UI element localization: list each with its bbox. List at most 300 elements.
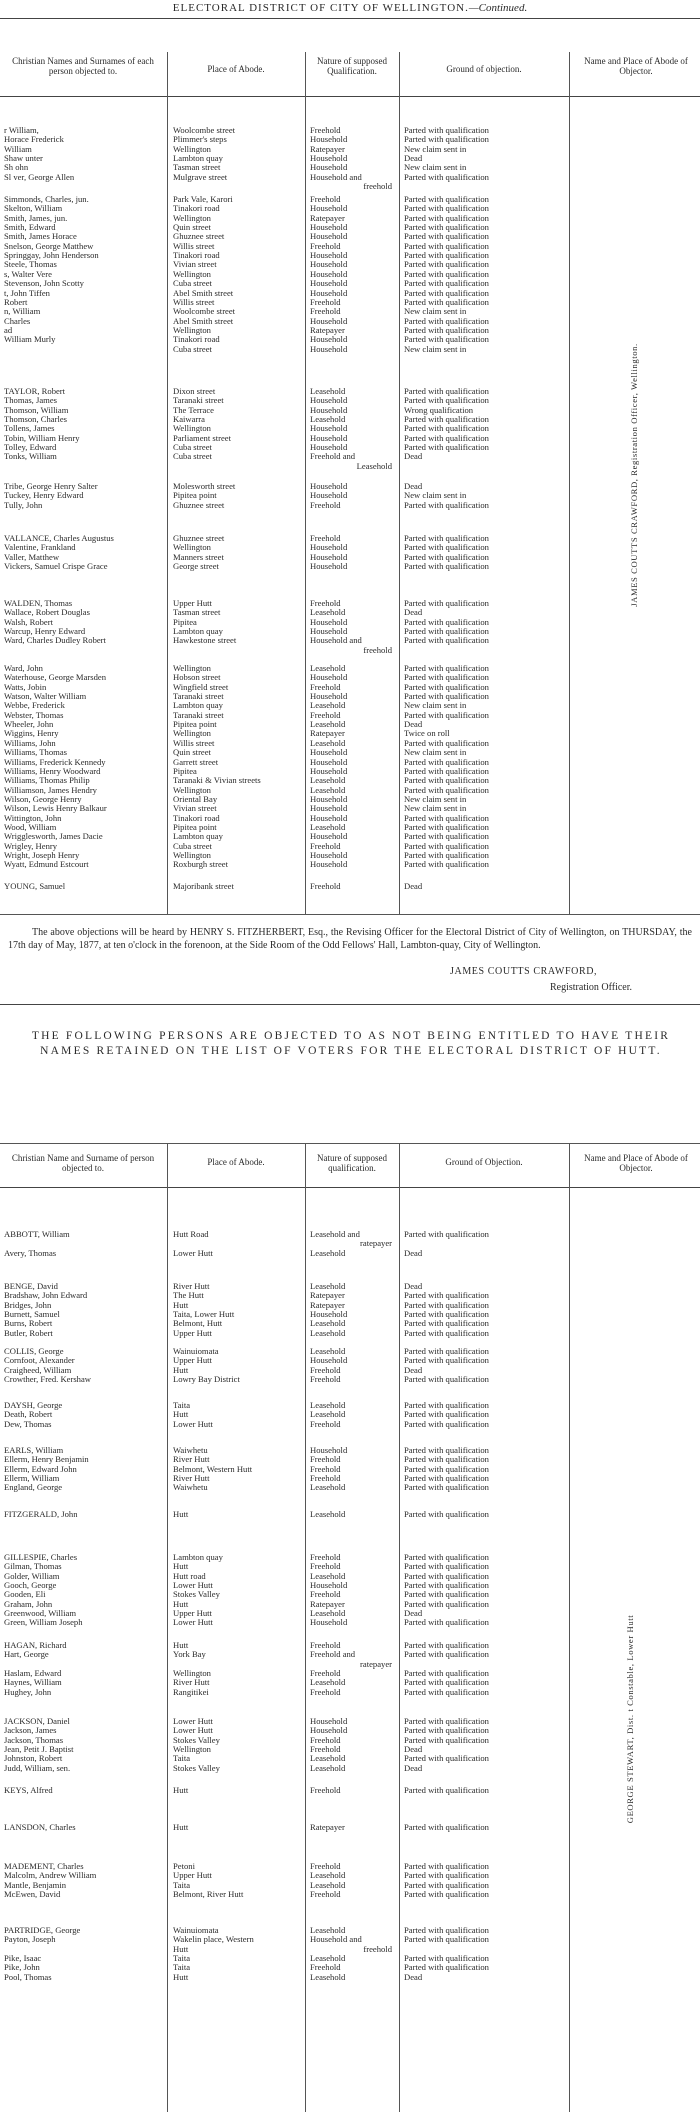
hutt-ground-column-cell: Parted with qualification	[404, 1410, 489, 1420]
wellington-ground-column-cell: New claim sent in	[404, 144, 467, 154]
hutt-ground-column-cell: Parted with qualification	[404, 1678, 489, 1688]
hutt-ground-column-cell: Parted with qualification	[404, 1823, 489, 1832]
hutt-name-column-cell: Bradshaw, John Edward	[4, 1291, 88, 1301]
col-divider	[569, 52, 570, 914]
wellington-name-column-cell: Vickers, Samuel Crispe Grace	[4, 562, 108, 572]
hutt-abode-column-cell: Lowry Bay District	[173, 1375, 240, 1385]
hutt-ground-column-cell: Parted with qualification	[404, 1310, 489, 1320]
wellington-qualification-column-cell: Ratepayer	[310, 213, 345, 223]
col-divider	[305, 52, 306, 914]
wellington-abode-column-cell: Willis street	[173, 738, 215, 748]
wellington-ground-column-cell: Parted with qualification	[404, 757, 489, 767]
hutt-name-column-cell: Jean, Petit J. Baptist	[4, 1745, 74, 1755]
wellington-name-column-cell: Wood, William	[4, 822, 57, 832]
hutt-qualification-column-cell: Ratepayer	[310, 1823, 345, 1832]
hutt-name-column-cell: Avery, Thomas	[4, 1248, 57, 1258]
wellington-name-column-cell: Steele, Thomas	[4, 260, 57, 270]
hutt-name-column-cell: DAYSH, George	[4, 1401, 63, 1410]
wellington-abode-column-cell: Wellington	[173, 325, 211, 335]
wellington-ground-column-cell: New claim sent in	[404, 344, 467, 354]
top-rule	[0, 18, 700, 19]
col-divider	[167, 1143, 168, 2112]
hutt-abode-column-cell: Lower Hutt	[173, 1726, 213, 1736]
wellington-ground-column-cell: Parted with qualification	[404, 776, 489, 786]
wellington-abode-column-cell: Cuba street	[173, 279, 212, 289]
wellington-ground-column-cell: New claim sent in	[404, 794, 467, 804]
wellington-qualification-column-cell: freehold	[363, 645, 392, 655]
wellington-qualification-column-cell: Household	[310, 163, 348, 173]
wellington-name-column-cell: Ward, Charles Dudley Robert	[4, 636, 106, 646]
wellington-qualification-column-cell: Leasehold	[310, 608, 346, 618]
wellington-qualification-column-cell: Freehold	[310, 882, 341, 891]
hutt-abode-column-cell: Wainuiomata	[173, 1926, 219, 1935]
hutt-name-column-cell: Pool, Thomas	[4, 1972, 52, 1982]
wellington-abode-column-cell: The Terrace	[173, 405, 214, 415]
hutt-name-column-cell: Haslam, Edward	[4, 1669, 62, 1679]
wellington-qualification-column-cell: Household	[310, 335, 348, 345]
wellington-ground-column-cell: Parted with qualification	[404, 223, 489, 233]
hutt-name-column-cell: COLLIS, George	[4, 1347, 64, 1356]
wellington-ground-column-cell: Parted with qualification	[404, 841, 489, 851]
hutt-abode-column-cell: Wainuiomata	[173, 1347, 219, 1356]
wellington-qualification-column-cell: Freehold	[310, 841, 341, 851]
wellington-qualification-column-cell: Household	[310, 260, 348, 270]
hutt-name-column-cell: ABBOTT, William	[4, 1230, 70, 1239]
hutt-heading: THE FOLLOWING PERSONS ARE OBJECTED TO AS NOT BEING ENTITLED TO HAVE THEIR NAMES RETAINED ON THE LIST OF VOTERS FOR THE ELECTORAL DISTRICT OF HUTT.	[31, 1030, 671, 1057]
wellington-ground-column-cell: Parted with qualification	[404, 279, 489, 289]
wellington-abode-column-cell: Roxburgh street	[173, 860, 228, 870]
wellington-name-column-cell: Sl ver, George Allen	[4, 172, 75, 182]
wellington-abode-column-cell: Wellington	[173, 729, 211, 739]
wellington-ground-column-cell: New claim sent in	[404, 491, 467, 501]
hutt-ground-column-cell: Parted with qualification	[404, 1464, 489, 1474]
wellington-ground-column-cell: Parted with qualification	[404, 213, 489, 223]
wellington-abode-column-cell: Lambton quay	[173, 832, 223, 842]
wellington-abode-column-cell: Park Vale, Karori	[173, 195, 233, 204]
wellington-abode-column-cell: Woolcombe street	[173, 307, 236, 317]
wellington-name-column-cell: VALLANCE, Charles Augustus	[4, 534, 114, 543]
hutt-qualification-column-cell: Leasehold	[310, 1510, 346, 1519]
wellington-objector: JAMES COUTTS CRAWFORD, Registration Officer, Wellington.	[629, 343, 639, 607]
hutt-name-column-cell: Green, William Joseph	[4, 1618, 83, 1628]
hutt-qualification-column-cell: Household	[310, 1618, 348, 1628]
wellington-qualification-column-cell: Household	[310, 804, 348, 814]
wellington-ground-column-cell: Parted with qualification	[404, 552, 489, 562]
wellington-ground-column-cell: Parted with qualification	[404, 617, 489, 627]
wellington-abode-column-cell: Cuba street	[173, 841, 212, 851]
hutt-name-column-cell: Cornfoot, Alexander	[4, 1356, 75, 1366]
wellington-ground-column-cell: Dead	[404, 154, 423, 164]
wellington-qualification-column-cell: Household	[310, 832, 348, 842]
wellington-abode-column-cell: Vivian street	[173, 260, 217, 270]
wellington-abode-column-cell: Wellington	[173, 424, 211, 434]
wellington-name-column-cell: Skelton, William	[4, 204, 63, 214]
hutt-qualification-column-cell: Leasehold	[310, 1282, 346, 1291]
hutt-name-column-cell: Golder, William	[4, 1571, 60, 1581]
hutt-qualification-column-cell: Household	[310, 1446, 348, 1455]
wellington-abode-column-cell: Pipitea	[173, 766, 197, 776]
wellington-abode-column-cell: Woolcombe street	[173, 126, 236, 135]
hutt-ground-column-cell: Parted with qualification	[404, 1356, 489, 1366]
hearing-notice: The above objections will be heard by HENRY S. FITZHERBERT, Esq., the Revising Officer for the Electoral District of City of Wellington, on THURSDAY, the 17th day of May, 1877, at ten o'clock in the forenoon, at the Side Room of the Odd Fellows' Hall, Lambton-quay, City of Wellington.	[8, 927, 692, 951]
wellington-name-column-cell: ad	[4, 325, 13, 335]
hutt-name-column-cell: Jackson, Thomas	[4, 1735, 64, 1745]
hutt-name-column-cell: Craigheed, William	[4, 1365, 72, 1375]
wellington-abode-column-cell: Manners street	[173, 552, 224, 562]
wellington-abode-column-cell: Wellington	[173, 213, 211, 223]
wellington-name-column-cell: r William,	[4, 126, 39, 135]
wellington-qualification-column-cell: Household	[310, 482, 348, 491]
hutt-objector: GEORGE STEWART, Dist. t Constable, Lower Hutt	[625, 1614, 635, 1824]
hutt-abode-column-cell: River Hutt	[173, 1282, 210, 1291]
hutt-name-column-cell: Ellerm, Henry Benjamin	[4, 1455, 89, 1465]
wellington-abode-column-cell: Wellington	[173, 543, 211, 553]
wellington-name-column-cell: Wyatt, Edmund Estcourt	[4, 860, 89, 870]
hutt-qualification-column-cell: Freehold	[310, 1590, 341, 1600]
hutt-abode-column-cell: Wakelin place, Western	[173, 1935, 254, 1945]
wellington-ground-column-cell: Parted with qualification	[404, 766, 489, 776]
wellington-qualification-column-cell: Freehold	[310, 126, 341, 135]
header-qualification: Nature of supposed Qualification.	[317, 56, 387, 76]
hutt-qualification-column-cell: Leasehold	[310, 1347, 346, 1356]
hutt-ground-column-cell: Parted with qualification	[404, 1669, 489, 1679]
hutt-ground-column-cell: Parted with qualification	[404, 1871, 489, 1881]
hutt-abode-column-cell: Hutt Road	[173, 1230, 209, 1239]
hutt-ground-column-cell: Parted with qualification	[404, 1319, 489, 1329]
hutt-ground-column-cell: Dead	[404, 1282, 423, 1291]
wellington-qualification-column-cell: Household	[310, 766, 348, 776]
wellington-qualification-column-cell: Freehold	[310, 297, 341, 307]
hutt-abode-column-cell: Upper Hutt	[173, 1871, 212, 1881]
wellington-abode-column-cell: Garrett street	[173, 757, 219, 767]
hutt-abode-column-cell: Taita	[173, 1754, 191, 1764]
hutt-abode-column-cell: Hutt	[173, 1562, 189, 1572]
hutt-table-header	[0, 1143, 700, 1188]
notice-signature: JAMES COUTTS CRAWFORD,	[450, 966, 598, 977]
hutt-ground-column-cell: Parted with qualification	[404, 1581, 489, 1591]
wellington-qualification-column-cell: Household	[310, 344, 348, 354]
hutt-abode-column-cell: Hutt	[173, 1823, 189, 1832]
hutt-abode-column-cell: Lower Hutt	[173, 1248, 213, 1258]
wellington-name-column-cell: YOUNG, Samuel	[4, 882, 66, 891]
hutt-ground-column-cell: Parted with qualification	[404, 1954, 489, 1964]
hutt-name-column-cell: PARTRIDGE, George	[4, 1926, 81, 1935]
hutt-name-column-cell: Ellerm, William	[4, 1474, 60, 1484]
hutt-name-column-cell: McEwen, David	[4, 1890, 61, 1900]
wellington-name-column-cell: Wallace, Robert Douglas	[4, 608, 90, 618]
wellington-qualification-column-cell: Household	[310, 223, 348, 233]
hutt-abode-column-cell: River Hutt	[173, 1678, 210, 1688]
wellington-ground-column-cell: Parted with qualification	[404, 627, 489, 637]
col-divider	[399, 1143, 400, 2112]
wellington-abode-column-cell: Oriental Bay	[173, 794, 218, 804]
wellington-qualification-column-cell: Household	[310, 135, 348, 145]
hutt-name-column-cell: Johnston, Robert	[4, 1754, 63, 1764]
hutt-name-column-cell: Hughey, John	[4, 1687, 52, 1697]
wellington-name-column-cell: Webbe, Frederick	[4, 701, 65, 711]
wellington-qualification-column-cell: Household	[310, 543, 348, 553]
hutt-qualification-column-cell: Leasehold	[310, 1571, 346, 1581]
hutt-ground-column-cell: Parted with qualification	[404, 1599, 489, 1609]
wellington-qualification-column-cell: Leasehold	[310, 387, 346, 396]
wellington-name-column-cell: t, John Tiffen	[4, 288, 50, 298]
hutt-name-column-cell: Pike, Isaac	[4, 1954, 42, 1964]
wellington-abode-column-cell: Abel Smith street	[173, 288, 234, 298]
hutt-ground-column-cell: Parted with qualification	[404, 1862, 489, 1871]
wellington-qualification-column-cell: Household	[310, 232, 348, 242]
hutt-ground-column-cell: Dead	[404, 1248, 423, 1258]
wellington-name-column-cell: Webster, Thomas	[4, 710, 64, 720]
col-divider	[305, 1143, 306, 2112]
wellington-ground-column-cell: Parted with qualification	[404, 297, 489, 307]
wellington-abode-column-cell: Molesworth street	[173, 482, 236, 491]
hutt-name-column-cell: Burns, Robert	[4, 1319, 53, 1329]
wellington-ground-column-cell: Parted with qualification	[404, 443, 489, 453]
hutt-abode-column-cell: Hutt	[173, 1300, 189, 1310]
wellington-qualification-column-cell: Household	[310, 617, 348, 627]
hutt-ground-column-cell: Dead	[404, 1763, 423, 1773]
hutt-name-column-cell: Death, Robert	[4, 1410, 53, 1420]
wellington-qualification-column-cell: Household	[310, 443, 348, 453]
wellington-name-column-cell: Williams, Thomas Philip	[4, 776, 90, 786]
wellington-ground-column-cell: Parted with qualification	[404, 664, 489, 673]
hutt-name-column-cell: Hart, George	[4, 1650, 49, 1660]
hutt-ground-column-cell: Parted with qualification	[404, 1300, 489, 1310]
hutt-abode-column-cell: Taita	[173, 1963, 191, 1973]
hutt-ground-column-cell: Parted with qualification	[404, 1735, 489, 1745]
col-divider	[569, 1143, 570, 2112]
hutt-abode-column-cell: Upper Hutt	[173, 1609, 212, 1619]
hutt-abode-column-cell: The Hutt	[173, 1291, 204, 1301]
wellington-name-column-cell: Walsh, Robert	[4, 617, 53, 627]
wellington-ground-column-cell: Parted with qualification	[404, 260, 489, 270]
wellington-name-column-cell: Wrigglesworth, James Dacie	[4, 832, 103, 842]
wellington-abode-column-cell: Tinakori road	[173, 813, 220, 823]
wellington-ground-column-cell: Parted with qualification	[404, 599, 489, 608]
wellington-ground-column-cell: Parted with qualification	[404, 335, 489, 345]
wellington-abode-column-cell: Kaiwarra	[173, 415, 205, 425]
hutt-ground-column-cell: Parted with qualification	[404, 1474, 489, 1484]
wellington-name-column-cell: Tobin, William Henry	[4, 433, 80, 443]
wellington-name-column-cell: Williams, Henry Woodward	[4, 766, 101, 776]
hutt-name-column-cell: HAGAN, Richard	[4, 1641, 67, 1650]
wellington-ground-column-cell: New claim sent in	[404, 163, 467, 173]
hutt-ground-column-cell: Dead	[404, 1365, 423, 1375]
hutt-qualification-column-cell: Leasehold	[310, 1763, 346, 1773]
hutt-abode-column-cell: Hutt	[173, 1786, 189, 1795]
wellington-ground-column-cell: Parted with qualification	[404, 710, 489, 720]
hutt-name-column-cell: Ellerm, Edward John	[4, 1464, 77, 1474]
hutt-qualification-column-cell: Leasehold	[310, 1410, 346, 1420]
wellington-name-column-cell: Williams, Frederick Kennedy	[4, 757, 106, 767]
hutt-abode-column-cell: Taita	[173, 1880, 191, 1890]
wellington-name-column-cell: Tolley, Edward	[4, 443, 57, 453]
hutt-qualification-column-cell: Leasehold	[310, 1248, 346, 1258]
wellington-abode-column-cell: Cuba street	[173, 452, 212, 462]
hutt-qualification-column-cell: freehold	[363, 1944, 392, 1954]
hutt-name-column-cell: EARLS, William	[4, 1446, 64, 1455]
wellington-abode-column-cell: Wellington	[173, 269, 211, 279]
notice-signature-title: Registration Officer.	[550, 982, 633, 993]
wellington-abode-column-cell: Tasman street	[173, 163, 221, 173]
hutt-ground-column-cell: Parted with qualification	[404, 1650, 489, 1660]
hutt-abode-column-cell: Taita, Lower Hutt	[173, 1310, 235, 1320]
wellington-name-column-cell: Wrigley, Henry	[4, 841, 58, 851]
wellington-ground-column-cell: Parted with qualification	[404, 204, 489, 214]
wellington-qualification-column-cell: Freehold	[310, 241, 341, 251]
hutt-ground-column-cell: Parted with qualification	[404, 1446, 489, 1455]
hutt-ground-column-cell: Parted with qualification	[404, 1935, 489, 1945]
wellington-abode-column-cell: Taranaki street	[173, 692, 224, 702]
hutt-name-column-cell: Judd, William, sen.	[4, 1763, 71, 1773]
wellington-name-column-cell: Wittington, John	[4, 813, 62, 823]
hutt-abode-column-cell: Belmont, Hutt	[173, 1319, 223, 1329]
wellington-name-column-cell: Wilson, George Henry	[4, 794, 82, 804]
wellington-qualification-column-cell: Freehold	[310, 500, 341, 510]
wellington-qualification-column-cell: Household and	[310, 636, 362, 646]
wellington-qualification-column-cell: freehold	[363, 182, 392, 192]
hutt-name-column-cell: BENGE, David	[4, 1282, 58, 1291]
hutt-qualification-column-cell: Freehold and	[310, 1650, 356, 1660]
wellington-name-column-cell: Snelson, George Matthew	[4, 241, 94, 251]
hutt-abode-column-cell: River Hutt	[173, 1455, 210, 1465]
hutt-name-column-cell: Graham, John	[4, 1599, 53, 1609]
wellington-abode-column-cell: Tinakori road	[173, 251, 220, 261]
wellington-abode-column-cell: Ghuznee street	[173, 500, 225, 510]
wellington-ground-column-cell: Parted with qualification	[404, 396, 489, 406]
wellington-qualification-column-cell: Household	[310, 204, 348, 214]
wellington-qualification-column-cell: Freehold	[310, 682, 341, 692]
wellington-ground-column-cell: New claim sent in	[404, 307, 467, 317]
wellington-qualification-column-cell: Household	[310, 288, 348, 298]
table-bottom-rule	[0, 914, 700, 915]
wellington-qualification-column-cell: Household	[310, 396, 348, 406]
wellington-name-column-cell: Tonks, William	[4, 452, 57, 462]
wellington-abode-column-cell: Mulgrave street	[173, 172, 228, 182]
wellington-name-column-cell: Williams, John	[4, 738, 56, 748]
wellington-ground-column-cell: Parted with qualification	[404, 785, 489, 795]
hutt-ground-column-cell: Parted with qualification	[404, 1641, 489, 1650]
hutt-abode-column-cell: Wellington	[173, 1745, 211, 1755]
col-divider	[167, 52, 168, 914]
wellington-abode-column-cell: Tinakori road	[173, 335, 220, 345]
hutt-abode-column-cell: Lower Hutt	[173, 1581, 213, 1591]
wellington-abode-column-cell: Taranaki street	[173, 710, 224, 720]
hutt-qualification-column-cell: Household	[310, 1726, 348, 1736]
wellington-name-column-cell: Shaw unter	[4, 154, 43, 164]
wellington-abode-column-cell: Dixon street	[173, 387, 216, 396]
wellington-ground-column-cell: Parted with qualification	[404, 851, 489, 860]
wellington-abode-column-cell: Cuba street	[173, 344, 212, 354]
hutt-abode-column-cell: Lower Hutt	[173, 1717, 213, 1726]
wellington-name-column-cell: Williamson, James Hendry	[4, 785, 97, 795]
hutt-name-column-cell: LANSDON, Charles	[4, 1823, 76, 1832]
hutt-qualification-column-cell: Leasehold	[310, 1319, 346, 1329]
wellington-abode-column-cell: George street	[173, 562, 219, 572]
hutt-abode-column-cell: Waiwhetu	[173, 1446, 208, 1455]
wellington-abode-column-cell: Wellington	[173, 785, 211, 795]
hutt-name-column-cell: Gilman, Thomas	[4, 1562, 62, 1572]
hutt-abode-column-cell: River Hutt	[173, 1474, 210, 1484]
wellington-qualification-column-cell: Household	[310, 279, 348, 289]
wellington-qualification-column-cell: Household	[310, 851, 348, 860]
hutt-qualification-column-cell: Freehold	[310, 1641, 341, 1650]
wellington-abode-column-cell: Pipitea point	[173, 822, 217, 832]
hutt-name-column-cell: Payton, Joseph	[4, 1935, 56, 1945]
hutt-qualification-column-cell: Household	[310, 1356, 348, 1366]
hutt-qualification-column-cell: Household	[310, 1581, 348, 1591]
hutt-abode-column-cell: Rangitikei	[173, 1687, 209, 1697]
hutt-ground-column-cell: Parted with qualification	[404, 1347, 489, 1356]
hutt-name-column-cell: Jackson, James	[4, 1726, 57, 1736]
hutt-name-column-cell: Gooch, George	[4, 1581, 57, 1591]
wellington-abode-column-cell: Hawkestone street	[173, 636, 237, 646]
hutt-ground-column-cell: Parted with qualification	[404, 1880, 489, 1890]
hutt-objections-table	[0, 1143, 700, 2112]
wellington-abode-column-cell: Lambton quay	[173, 627, 223, 637]
wellington-ground-column-cell: Parted with qualification	[404, 534, 489, 543]
wellington-abode-column-cell: Wellington	[173, 144, 211, 154]
hutt-qualification-column-cell: Leasehold	[310, 1871, 346, 1881]
wellington-ground-column-cell: Parted with qualification	[404, 832, 489, 842]
hutt-qualification-column-cell: Freehold	[310, 1735, 341, 1745]
wellington-abode-column-cell: Plimmer's steps	[173, 135, 227, 145]
hutt-qualification-column-cell: Freehold	[310, 1553, 341, 1562]
hutt-name-column-cell: Mantle, Benjamin	[4, 1880, 67, 1890]
wellington-ground-column-cell: Wrong qualification	[404, 405, 474, 415]
wellington-name-column-cell: Horace Frederick	[4, 135, 64, 145]
wellington-ground-column-cell: Parted with qualification	[404, 860, 489, 870]
wellington-qualification-column-cell: Leasehold	[310, 664, 346, 673]
hutt-name-column-cell: Greenwood, William	[4, 1609, 77, 1619]
wellington-qualification-column-cell: Leasehold	[310, 720, 346, 730]
hutt-qualification-column-cell: Leasehold	[310, 1678, 346, 1688]
hutt-qualification-column-cell: ratepayer	[360, 1659, 392, 1669]
header-ground: Ground of Objection.	[445, 1157, 523, 1167]
wellington-abode-column-cell: Parliament street	[173, 433, 231, 443]
wellington-qualification-column-cell: Freehold and	[310, 452, 356, 462]
wellington-name-column-cell: Thomson, Charles	[4, 415, 68, 425]
hutt-qualification-column-cell: Household	[310, 1310, 348, 1320]
hutt-ground-column-cell: Parted with qualification	[404, 1291, 489, 1301]
hutt-name-column-cell: Burnett, Samuel	[4, 1310, 60, 1320]
header-ground: Ground of objection.	[446, 64, 522, 74]
wellington-qualification-column-cell: Household	[310, 316, 348, 326]
hutt-qualification-column-cell: Leasehold	[310, 1328, 346, 1338]
hutt-abode-column-cell: Hutt	[173, 1510, 189, 1519]
hutt-qualification-column-cell: Leasehold	[310, 1880, 346, 1890]
wellington-name-column-cell: Tollens, James	[4, 424, 55, 434]
wellington-objections-table	[0, 52, 700, 914]
wellington-name-column-cell: Wright, Joseph Henry	[4, 851, 80, 860]
wellington-name-column-cell: s, Walter Vere	[4, 269, 52, 279]
hutt-qualification-column-cell: Leasehold	[310, 1954, 346, 1964]
wellington-name-column-cell: William Murly	[4, 335, 56, 345]
hutt-qualification-column-cell: Freehold	[310, 1786, 341, 1795]
wellington-abode-column-cell: Majoribank street	[173, 882, 234, 891]
hutt-ground-column-cell: Parted with qualification	[404, 1926, 489, 1935]
wellington-qualification-column-cell: Household	[310, 794, 348, 804]
hutt-ground-column-cell: Parted with qualification	[404, 1401, 489, 1410]
hutt-qualification-column-cell: Freehold	[310, 1745, 341, 1755]
hutt-qualification-column-cell: Ratepayer	[310, 1291, 345, 1301]
wellington-ground-column-cell: New claim sent in	[404, 748, 467, 758]
wellington-ground-column-cell: Parted with qualification	[404, 415, 489, 425]
header-qualification: Nature of supposed qualification.	[317, 1153, 387, 1173]
hutt-qualification-column-cell: Freehold	[310, 1464, 341, 1474]
hutt-ground-column-cell: Parted with qualification	[404, 1230, 489, 1239]
hutt-abode-column-cell: Petoni	[173, 1862, 195, 1871]
